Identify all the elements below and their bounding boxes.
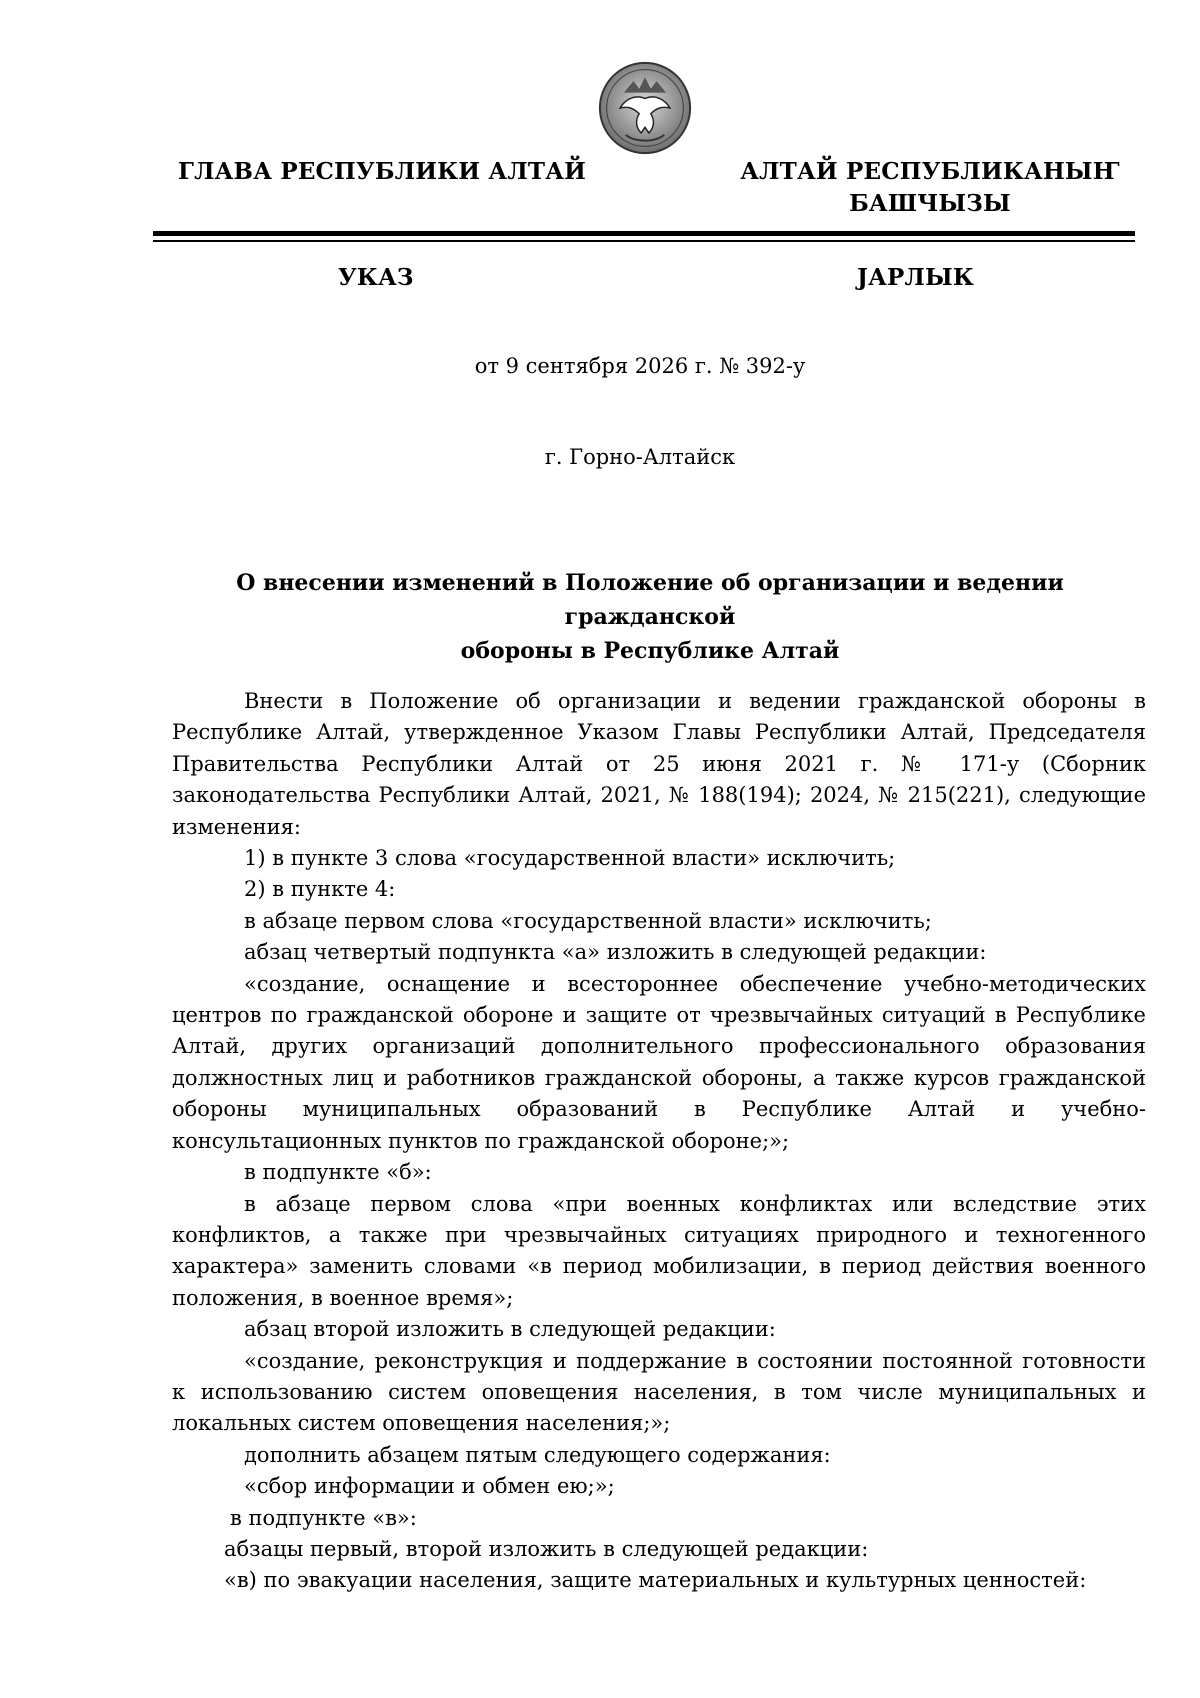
body-paragraph: «создание, реконструкция и поддержание в состоянии постоянной готовности к использованию систем оповещения населения, в том числе муниципальных и локальных систем оповещения населения;»; — [172, 1348, 1146, 1436]
decree-type-altai: JАРЛЫК — [857, 264, 975, 291]
body-paragraph: в подпункте «в»: — [230, 1505, 417, 1530]
issuer-title-altai-line1: АЛТАЙ РЕСПУБЛИКАНЫҤ — [740, 158, 1120, 185]
decree-type-russian: УКАЗ — [338, 264, 414, 291]
body-paragraph: в абзаце первом слова «государственной власти» исключить; — [244, 908, 932, 933]
body-paragraph: «создание, оснащение и всестороннее обеспечение учебно-методических центров по гражданской обороне и защите от чрезвычайных ситуаций в Республике Алтай, других организаций дополнительного профессионального образования должностных лиц и работников гражданской обороны, а также курсов гражданской обороны муниципальных образований в Республике Алтай и учебно-консультационных пунктов по гражданской обороне;»; — [172, 971, 1146, 1153]
coat-of-arms-icon — [597, 60, 693, 156]
decree-date-number: от 9 сентября 2026 г. № 392-у — [474, 354, 806, 378]
body-paragraph: в абзаце первом слова «при военных конфликтах или вследствие этих конфликтов, а также при чрезвычайных ситуациях природного и техногенного характера» заменить словами «в период мобилизации, в период действия военного положения, в военное время»; — [172, 1191, 1146, 1310]
header-divider-thin — [153, 240, 1135, 242]
body-paragraph: 1) в пункте 3 слова «государственной власти» исключить; — [244, 846, 896, 871]
body-paragraph: абзацы первый, второй изложить в следующей редакции: — [224, 1536, 869, 1561]
document-body — [172, 686, 1146, 1597]
decree-city: г. Горно-Алтайск — [544, 445, 736, 469]
body-paragraph: «сбор информации и обмен ею;»; — [244, 1474, 615, 1499]
body-paragraph: дополнить абзацем пятым следующего содержания: — [244, 1442, 831, 1467]
document-title-line2: обороны в Республике Алтай — [460, 638, 840, 664]
body-paragraph: абзац второй изложить в следующей редакции: — [244, 1317, 776, 1342]
issuer-title-altai — [720, 156, 1140, 220]
body-paragraph: абзац четвертый подпункта «а» изложить в следующей редакции: — [244, 940, 987, 965]
body-paragraph: 2) в пункте 4: — [244, 877, 396, 902]
document-title — [170, 566, 1130, 668]
document-title-line1: О внесении изменений в Положение об организации и ведении гражданской — [236, 570, 1064, 630]
issuer-title-russian: ГЛАВА РЕСПУБЛИКИ АЛТАЙ — [178, 158, 587, 185]
body-paragraph: «в) по эвакуации населения, защите материальных и культурных ценностей: — [224, 1568, 1087, 1593]
header-divider-thick — [153, 231, 1135, 236]
issuer-title-altai-line2: БАШЧЫЗЫ — [849, 190, 1011, 217]
body-paragraph: Внести в Положение об организации и ведении гражданской обороны в Республике Алтай, утвержденное Указом Главы Республики Алтай, Председателя Правительства Республики Алтай от 25 июня 2021 г. № 171-у (Сборник законодательства Республики Алтай, 2021, № 188(194); 2024, № 215(221), следующие изменения: — [172, 689, 1146, 839]
body-paragraph: в подпункте «б»: — [244, 1160, 432, 1185]
